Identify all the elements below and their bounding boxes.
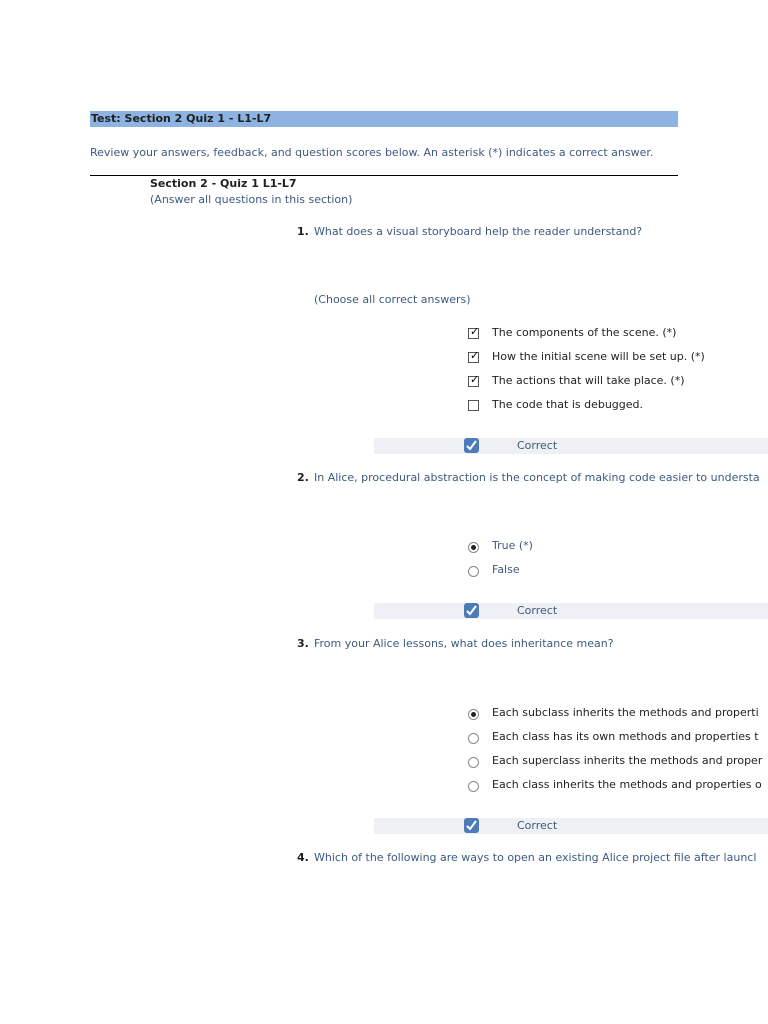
feedback-bar <box>374 438 768 454</box>
choose-all-note: (Choose all correct answers) <box>314 293 471 306</box>
checkbox[interactable] <box>468 325 480 339</box>
feedback-label: Correct <box>517 604 558 617</box>
check-icon <box>464 603 479 618</box>
option-label: The code that is debugged. <box>492 398 644 411</box>
question-number: 1. <box>297 225 309 238</box>
question-text: What does a visual storyboard help the reader understand? <box>314 225 643 238</box>
question-text: In Alice, procedural abstraction is the concept of making code easier to understa <box>314 471 760 484</box>
check-icon: ✓ <box>470 349 480 362</box>
option-label: Each superclass inherits the methods and proper <box>492 754 763 767</box>
test-title: Test: Section 2 Quiz 1 - L1-L7 <box>91 112 272 125</box>
divider <box>90 175 678 176</box>
option-label: The components of the scene. (*) <box>492 326 677 339</box>
radio-icon[interactable] <box>468 757 479 768</box>
radio-icon[interactable] <box>468 566 479 577</box>
section-title: Section 2 - Quiz 1 L1-L7 <box>150 177 297 190</box>
check-icon <box>464 438 479 453</box>
option-label: Each class has its own methods and properties t <box>492 730 759 743</box>
feedback-bar <box>374 818 768 834</box>
check-icon <box>464 818 479 833</box>
radio-icon[interactable] <box>468 542 479 553</box>
question-number: 2. <box>297 471 309 484</box>
option-label: Each subclass inherits the methods and properti <box>492 706 759 719</box>
review-instructions: Review your answers, feedback, and question scores below. An asterisk (*) indicates a correct answer. <box>90 146 654 159</box>
question-text: From your Alice lessons, what does inheritance mean? <box>314 637 614 650</box>
option-label: How the initial scene will be set up. (*) <box>492 350 705 363</box>
checkbox[interactable] <box>468 373 480 387</box>
check-icon: ✓ <box>470 325 480 338</box>
option-label: The actions that will take place. (*) <box>492 374 685 387</box>
section-note: (Answer all questions in this section) <box>150 193 353 206</box>
option-label: Each class inherits the methods and properties o <box>492 778 762 791</box>
option-label: True (*) <box>492 539 533 552</box>
checkbox[interactable] <box>468 400 479 411</box>
feedback-bar <box>374 603 768 619</box>
radio-icon[interactable] <box>468 733 479 744</box>
checkbox[interactable] <box>468 349 480 363</box>
check-icon: ✓ <box>470 373 480 386</box>
question-number: 3. <box>297 637 309 650</box>
feedback-label: Correct <box>517 439 558 452</box>
question-text: Which of the following are ways to open an existing Alice project file after launcl <box>314 851 757 864</box>
radio-icon[interactable] <box>468 781 479 792</box>
question-number: 4. <box>297 851 309 864</box>
option-label: False <box>492 563 520 576</box>
feedback-label: Correct <box>517 819 558 832</box>
test-title-bar <box>90 111 678 127</box>
radio-icon[interactable] <box>468 709 479 720</box>
